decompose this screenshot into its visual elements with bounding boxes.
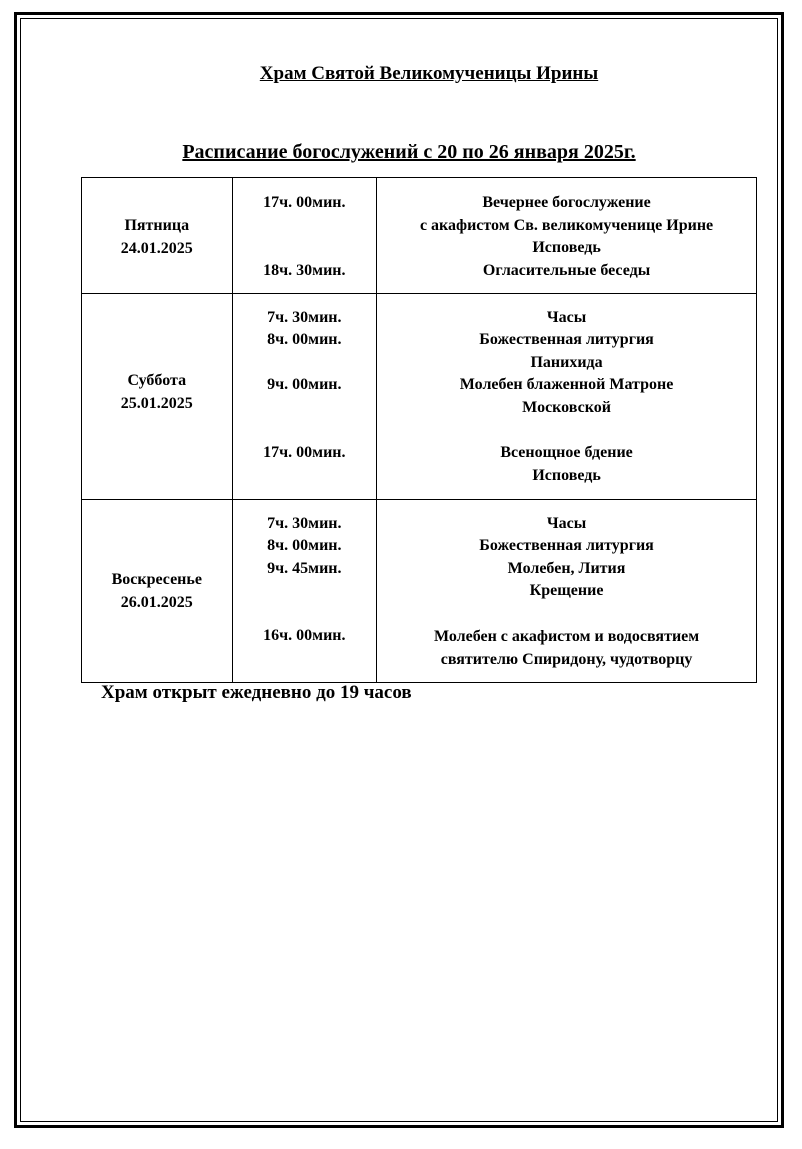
schedule-row-sunday <box>82 500 757 683</box>
day-date: 26.01.2025 <box>120 594 193 611</box>
opening-hours-note: Храм открыт ежедневно до 19 часов <box>101 682 412 703</box>
day-cell <box>82 294 233 500</box>
schedule-heading: Расписание богослужений с 20 по 26 января 2025г. <box>182 141 636 163</box>
day-cell <box>82 178 233 294</box>
service-line: Молебен, Лития <box>507 560 626 577</box>
service-line: святителю Спиридону, чудотворцу <box>440 651 693 668</box>
services-cell <box>377 500 757 683</box>
day-name: Пятница <box>124 217 190 234</box>
service-line: Крещение <box>529 582 604 599</box>
services-cell <box>377 178 757 294</box>
service-line: с акафистом Св. великомученице Ирине <box>419 217 714 234</box>
day-name: Суббота <box>127 372 187 389</box>
service-line: Исповедь <box>532 467 601 484</box>
schedule-row-saturday <box>82 294 757 500</box>
service-time: 7ч. 30мин. <box>267 309 342 326</box>
day-date: 25.01.2025 <box>120 395 193 412</box>
service-time: 8ч. 00мин. <box>267 331 342 348</box>
service-line: Всенощное бдение <box>500 444 633 461</box>
service-line: Часы <box>546 515 587 532</box>
service-time: 9ч. 45мин. <box>267 560 342 577</box>
day-name: Воскресенье <box>111 571 202 588</box>
schedule-table <box>81 177 757 683</box>
service-time: 9ч. 00мин. <box>267 376 342 393</box>
time-cell <box>232 178 377 294</box>
service-time: 18ч. 30мин. <box>263 262 346 279</box>
service-line: Молебен блаженной Матроне <box>459 376 674 393</box>
service-time: 7ч. 30мин. <box>267 515 342 532</box>
service-line: Вечернее богослужение <box>482 194 651 211</box>
service-line: Московской <box>522 399 611 416</box>
service-time: 17ч. 00мин. <box>263 194 346 211</box>
time-cell <box>232 294 377 500</box>
service-line: Божественная литургия <box>479 537 654 554</box>
time-cell <box>232 500 377 683</box>
schedule-row-friday <box>82 178 757 294</box>
service-time: 8ч. 00мин. <box>267 537 342 554</box>
service-time: 17ч. 00мин. <box>263 444 346 461</box>
service-line: Молебен с акафистом и водосвятием <box>433 628 700 645</box>
day-cell <box>82 500 233 683</box>
church-title: Храм Святой Великомученицы Ирины <box>259 63 599 84</box>
day-date: 24.01.2025 <box>120 240 193 257</box>
service-line: Огласительные беседы <box>482 262 651 279</box>
services-cell <box>377 294 757 500</box>
service-line: Часы <box>546 309 587 326</box>
service-line: Исповедь <box>532 239 601 256</box>
service-time: 16ч. 00мин. <box>263 627 346 644</box>
service-line: Божественная литургия <box>479 331 654 348</box>
service-line: Панихида <box>530 354 603 371</box>
